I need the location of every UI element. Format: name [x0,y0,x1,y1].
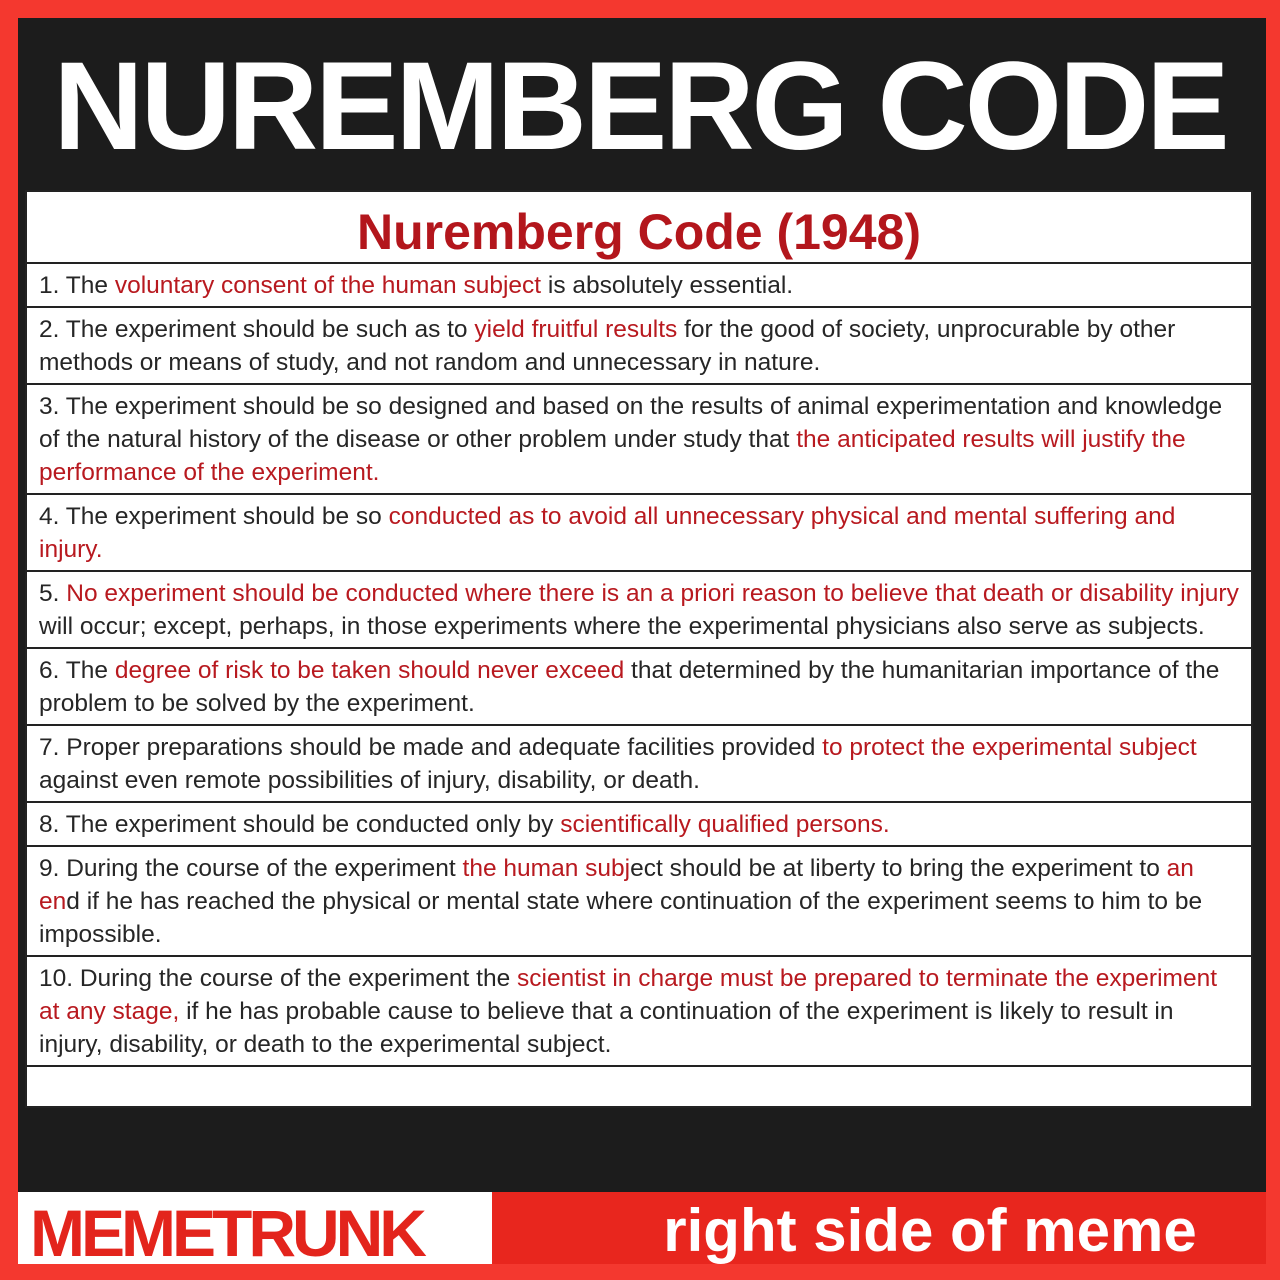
code-document [25,190,1253,1108]
principle-row [27,803,1251,847]
principle-text: 4. The experiment should be so [39,503,389,530]
highlighted-text: yield fruitful results [474,316,678,343]
principle-text: against even remote possibilities of injury, disability, or death. [39,767,700,794]
principle-text: 3. The experiment should be so designed and based on the results of animal experimentation and knowledge of the natural history of the disease or other problem under study that [39,393,1223,453]
principle-row [27,957,1251,1067]
highlighted-text: voluntary consent of the human subject [114,272,542,299]
headline: NUREMBERG CODE [53,37,1227,176]
principle-text: 9. During the course of the experiment [39,855,463,882]
principle-text: 6. The [39,657,115,684]
principle-text: is absolutely essential. [541,272,794,299]
principle-text: 7. Proper preparations should be made and adequate facilities provided [39,734,823,761]
principle-text: will occur; except, perhaps, in those experiments where the experimental physicians also serve as subjects. [39,613,1205,640]
highlighted-text: No experiment should be conducted where there is an a priori reason to believe that death or disability injury [66,580,1239,607]
highlighted-text: scientist in charge must be prepared to terminate the experiment at any stage, [39,965,1218,1025]
principle-text: that determined by the humanitarian importance of the problem to be solved by the experiment. [39,657,1220,717]
highlighted-text: conducted as to avoid all unnecessary physical and mental suffering and injury. [39,503,1176,563]
principle-text: if he has probable cause to believe that a continuation of the experiment is likely to result in injury, disability, or death to the experimental subject. [39,998,1174,1058]
principle-text: 5. [39,580,67,607]
principle-text: d if he has reached the physical or mental state where continuation of the experiment seems to him to be impossible. [39,888,1203,948]
principle-text: 10. During the course of the experiment the [39,965,518,992]
principle-row [27,847,1251,957]
principle-row [27,385,1251,495]
principle-row [27,649,1251,726]
principle-text: ect should be at liberty to bring the experiment to [630,855,1167,882]
principle-text: 2. The experiment should be such as to [39,316,475,343]
principle-row [27,264,1251,308]
principles-list [27,264,1251,1067]
highlighted-text: the anticipated results will justify the performance of the experiment. [39,426,1186,486]
principle-text: for the good of society, unprocurable by other methods or means of study, and not random and unnecessary in nature. [39,316,1176,376]
principle-row [27,572,1251,649]
principle-text: 8. The experiment should be conducted only by [39,811,561,838]
highlighted-text: degree of risk to be taken should never exceed [114,657,625,684]
memetrunk-logo: MEMETRUNK [30,1196,423,1270]
highlighted-text: to protect the experimental subject [822,734,1197,761]
highlighted-text: scientifically qualified persons. [560,811,890,838]
principle-row [27,308,1251,385]
tagline: right side of meme [663,1197,1197,1264]
principle-row [27,726,1251,803]
principle-text: 1. The [39,272,115,299]
highlighted-text: an en [39,855,1194,915]
highlighted-text: the human subj [462,855,631,882]
document-title: Nuremberg Code (1948) [27,192,1251,264]
principle-row [27,495,1251,572]
